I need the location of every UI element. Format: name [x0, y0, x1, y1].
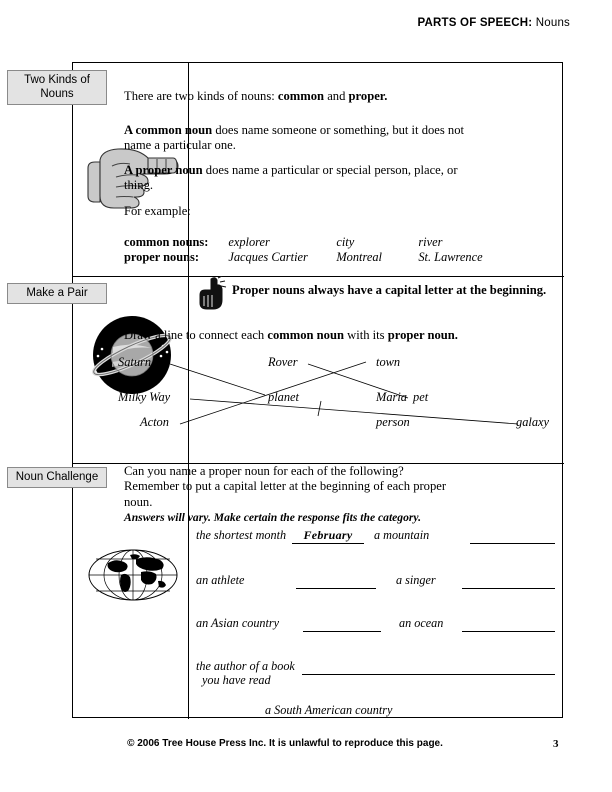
- footer-page-number: 3: [553, 738, 559, 750]
- blank-asian-country[interactable]: [303, 631, 381, 632]
- matching-instr-c: with its: [344, 328, 388, 342]
- section-label-noun-challenge: Noun Challenge: [7, 467, 107, 488]
- prompt-shortest-month: the shortest month: [196, 528, 287, 542]
- for-example-text: For example:: [124, 204, 191, 218]
- match-word-saturn[interactable]: Saturn: [118, 355, 152, 369]
- tip-paragraph: [232, 283, 562, 298]
- examples-common-3: river: [418, 235, 443, 249]
- header-title: PARTS OF SPEECH:: [417, 17, 533, 29]
- challenge-instr-line2: Remember to put a capital letter at the beginning of each proper: [124, 479, 447, 494]
- prompt-ocean: an ocean: [399, 616, 444, 630]
- proper-noun-text: does name a particular or special person, place, or thing.: [124, 163, 458, 193]
- match-word-person[interactable]: person: [376, 415, 410, 429]
- examples-proper-3: St. Lawrence: [418, 250, 483, 264]
- proper-noun-bold: A proper noun: [124, 163, 203, 177]
- intro-text-a: There are two kinds of nouns:: [124, 89, 278, 103]
- blank-ocean[interactable]: [462, 631, 555, 632]
- blank-singer[interactable]: [462, 588, 555, 589]
- matching-instruction: [124, 328, 486, 343]
- match-word-milky-way[interactable]: Milky Way: [118, 390, 171, 404]
- footer-copyright: © 2006 Tree House Press Inc. It is unlawful to reproduce this page.: [127, 738, 443, 749]
- section-divider-1: [73, 276, 564, 277]
- prompt-author: the author of a book: [196, 659, 295, 673]
- for-example-label: [124, 204, 486, 219]
- table-row: [124, 250, 483, 265]
- intro-text-c: and: [324, 89, 349, 103]
- examples-common-1: explorer: [228, 235, 270, 249]
- match-word-town[interactable]: town: [376, 355, 401, 369]
- intro-line-1: [124, 89, 486, 104]
- examples-proper-1: Jacques Cartier: [228, 250, 308, 264]
- match-word-planet[interactable]: planet: [268, 390, 299, 404]
- matching-instr-proper: proper noun.: [387, 328, 458, 342]
- tip-text: Proper nouns always have a capital letter at the beginning.: [232, 283, 547, 297]
- proper-noun-paragraph: [124, 163, 486, 194]
- matching-instr-a: Draw a line to connect each: [124, 328, 268, 342]
- match-word-acton[interactable]: Acton: [140, 415, 169, 429]
- section-label-two-kinds: Two Kinds of Nouns: [7, 70, 107, 105]
- match-word-rover[interactable]: Rover: [268, 355, 298, 369]
- section-label-make-a-pair: Make a Pair: [7, 283, 107, 304]
- examples-common-label: common nouns:: [124, 235, 209, 249]
- table-row: [124, 235, 483, 250]
- intro-proper-bold: proper.: [348, 89, 388, 103]
- common-noun-text: does name someone or something, but it does not name a particular one.: [124, 123, 465, 153]
- prompt-singer: a singer: [396, 573, 436, 587]
- match-word-pet[interactable]: pet: [413, 390, 429, 404]
- matching-instr-common: common noun: [267, 328, 344, 342]
- blank-south-american-country[interactable]: [410, 717, 555, 718]
- examples-table: [124, 235, 483, 265]
- challenge-instr-line1: Can you name a proper noun for each of the following?: [124, 464, 404, 478]
- common-noun-bold: A common noun: [124, 123, 213, 137]
- header-subject: Nouns: [535, 17, 570, 29]
- examples-proper-2: Montreal: [336, 250, 382, 264]
- prompt-author-line2: you have read: [202, 673, 271, 687]
- challenge-instr-line3: noun.: [124, 494, 153, 509]
- examples-common-2: city: [336, 235, 355, 249]
- answer-shortest-month: February: [303, 528, 353, 542]
- blank-shortest-month[interactable]: [292, 543, 364, 544]
- matching-exercise[interactable]: [118, 352, 558, 434]
- blank-athlete[interactable]: [296, 588, 376, 589]
- match-word-maria[interactable]: Maria: [376, 390, 407, 404]
- prompt-athlete: an athlete: [196, 573, 245, 587]
- pointing-hand-up-icon: [197, 276, 229, 317]
- examples-proper-label: proper nouns:: [124, 250, 199, 264]
- matching-lines: [118, 352, 558, 434]
- prompt-mountain: a mountain: [374, 528, 430, 542]
- page-header: [0, 17, 570, 29]
- prompt-south-american-country: a South American country: [265, 703, 393, 717]
- challenge-answer-note: Answers will vary. Make certain the response fits the category.: [124, 511, 422, 525]
- common-noun-paragraph: [124, 123, 486, 154]
- intro-common-bold: common: [277, 89, 325, 103]
- challenge-instruction: [124, 464, 486, 526]
- blank-author[interactable]: [302, 674, 555, 675]
- blank-mountain[interactable]: [470, 543, 555, 544]
- match-word-galaxy[interactable]: galaxy: [516, 415, 550, 429]
- globe-icon: [86, 541, 180, 614]
- prompt-asian-country: an Asian country: [196, 616, 280, 630]
